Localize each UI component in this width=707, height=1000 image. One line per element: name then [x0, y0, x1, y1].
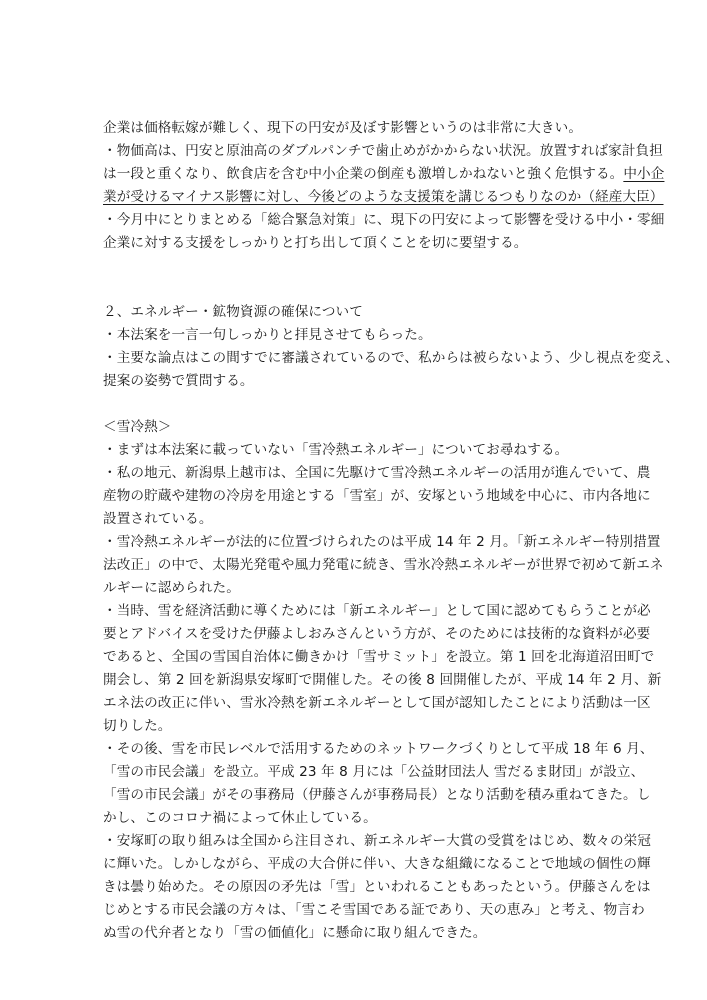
body-text-line: エネ法の改正に伴い、雪氷冷熱を新エネルギーとして国が認知したことにより活動は一区: [103, 695, 651, 711]
body-text-line: ・主要な論点はこの間すでに審議されているので、私からは被らないよう、少し視点を変え、: [103, 350, 680, 366]
section-heading: ２、エネルギー・鉱物資源の確保について: [103, 304, 363, 320]
body-text-line: 「雪の市民会議」がその事務局（伊藤さんが事務局長）となり活動を積み重ねてきた。し: [103, 787, 651, 803]
body-text-line: 要とアドバイスを受けた伊藤よしおみさんという方が、そのためには技術的な資料が必要: [103, 626, 651, 642]
body-text-line: じめとする市民会議の方々は、「雪こそ雪国である証であり、天の恵み」と考え、物言わ: [103, 902, 645, 918]
body-text-line: に輝いた。しかしながら、平成の大合併に伴い、大きな組織になることで地域の個性の輝: [103, 856, 651, 872]
body-text-line: 企業は価格転嫁が難しく、現下の円安が及ぼす影響というのは非常に大きい。: [103, 120, 583, 136]
body-text-line: かし、このコロナ禍によって休止している。: [103, 810, 377, 826]
body-text-line: 「雪の市民会議」を設立。平成 23 年 8 月には「公益財団法人 雪だるま財団」が設立、: [103, 764, 645, 780]
body-text-line: 産物の貯蔵や建物の冷房を用途とする「雪室」が、安塚という地域を中心に、市内各地に: [103, 488, 651, 504]
body-text-line: 法改正」の中で、太陽光発電や風力発電に続き、雪氷冷熱エネルギーが世界で初めて新エネ: [103, 557, 664, 573]
subsection-heading: ＜雪冷熱＞: [103, 419, 172, 435]
underlined-question-text: 業が受けるマイナス影響に対し、今後どのような支援策を講じるつもりなのか（経産大臣）: [103, 189, 664, 205]
body-text-line: [103, 164, 664, 184]
body-text-line: ・今月中にとりまとめる「総合緊急対策」に、現下の円安によって影響を受ける中小・零細: [103, 212, 665, 228]
body-text-line: ・その後、雪を市民レベルで活用するためのネットワークづくりとして平成 18 年 6 月、: [103, 741, 654, 757]
body-text-line: 設置されている。: [103, 511, 213, 527]
body-text-line: ・本法案を一言一句しっかりと拝見させてもらった。: [103, 327, 432, 343]
underlined-question-text: 中小企: [623, 166, 665, 182]
body-text-line: ・当時、雪を経済活動に導くためには「新エネルギー」として国に認めてもらうことが必: [103, 603, 651, 619]
body-text-line: ・まずは本法案に載っていない「雪冷熱エネルギー」についてお尋ねする。: [103, 442, 569, 458]
body-text-line: ・私の地元、新潟県上越市は、全国に先駆けて雪冷熱エネルギーの活用が進んでいて、農: [103, 465, 651, 481]
body-text-line: ルギーに認められた。: [103, 580, 240, 596]
body-text-line: 開会し、第 2 回を新潟県安塚町で開催した。その後 8 回開催したが、平成 14 年 2 月、新: [103, 672, 662, 688]
body-text-line: であると、全国の雪国自治体に働きかけ「雪サミット」を設立。第 1 回を北海道沼田町で: [103, 649, 655, 665]
body-text-line: 切りした。: [103, 718, 172, 734]
body-text-span: は一段と重くなり、飲食店を含む中小企業の倒産も激増しかねないと強く危惧する。: [103, 166, 624, 182]
body-text-line: ・雪冷熱エネルギーが法的に位置づけられたのは平成 14 年 2 月。「新エネルギー特別措置: [103, 534, 661, 550]
body-text-line: ぬ雪の代弁者となり「雪の価値化」に懸命に取り組んできた。: [103, 925, 487, 941]
body-text-line: 提案の姿勢で質問する。: [103, 373, 254, 389]
body-text-line: 企業に対する支援をしっかりと打ち出して頂くことを切に要望する。: [103, 235, 528, 251]
body-text-line: ・安塚町の取り組みは全国から注目され、新エネルギー大賞の受賞をはじめ、数々の栄冠: [103, 833, 652, 849]
body-text-line: きは曇り始めた。その原因の矛先は「雪」といわれることもあったという。伊藤さんをは: [103, 879, 651, 895]
body-text-line: ・物価高は、円安と原油高のダブルパンチで歯止めがかからない状況。放置すれば家計負担: [103, 143, 663, 159]
